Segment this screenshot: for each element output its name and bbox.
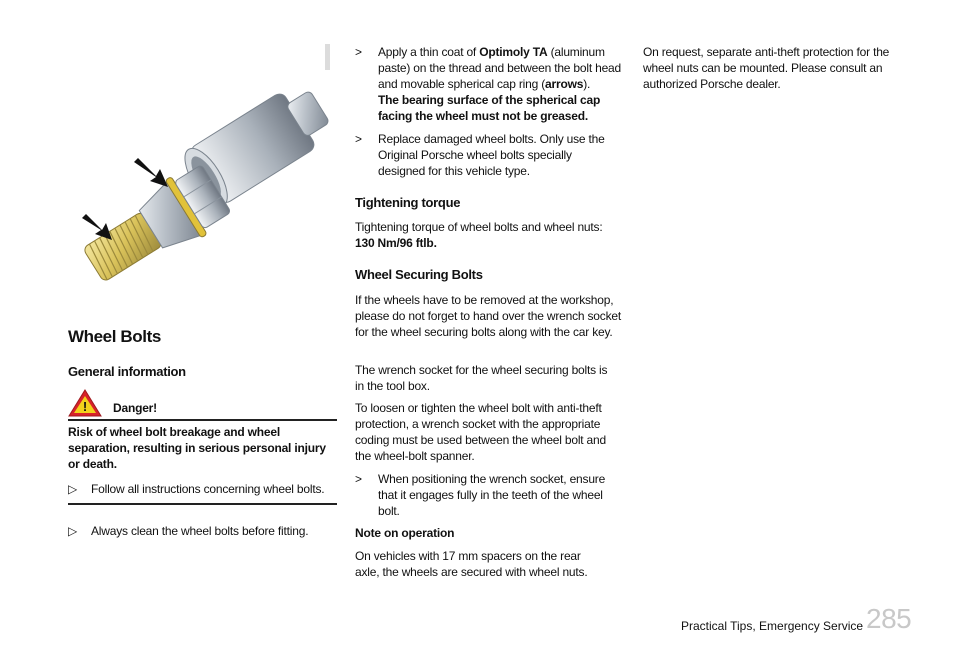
securing-heading: Wheel Securing Bolts bbox=[355, 267, 483, 282]
securing-paragraph-2: The wrench socket for the wheel securing bolts is in the tool box. bbox=[355, 363, 608, 393]
bullet-marker: > bbox=[355, 472, 362, 486]
wheel-bolt-illustration bbox=[68, 40, 336, 308]
replace-instruction bbox=[355, 131, 623, 179]
apply-bold-note: The bearing surface of the spherical cap facing the wheel must not be greased. bbox=[378, 93, 601, 123]
apply-text-1: Apply a thin coat of bbox=[378, 45, 480, 59]
clean-instruction-text: Always clean the wheel bolts before fitting. bbox=[91, 524, 309, 538]
product-name: Optimoly TA bbox=[479, 45, 548, 59]
arrows-label: arrows bbox=[545, 77, 584, 91]
warning-glyph: ! bbox=[82, 399, 88, 414]
footer-chapter: Practical Tips, Emergency Service bbox=[681, 619, 864, 633]
warning-triangle-icon bbox=[68, 389, 102, 417]
arrow-icon bbox=[82, 214, 112, 240]
securing-paragraph-1: If the wheels have to be removed at the workshop, please do not forget to hand over the wrench socket for the wheel securing bolts along with the car key. bbox=[355, 293, 621, 339]
bullet-marker: > bbox=[355, 132, 362, 146]
torque-value: 130 Nm/96 ftlb. bbox=[355, 236, 437, 250]
danger-instruction-text: Follow all instructions concerning wheel bolts. bbox=[91, 482, 325, 496]
triangle-bullet-icon: ▷ bbox=[68, 482, 78, 496]
apply-paste-instruction bbox=[355, 44, 627, 124]
securing-instruction bbox=[355, 471, 617, 519]
section-title: Wheel Bolts bbox=[68, 327, 161, 346]
securing-paragraph-3: To loosen or tighten the wheel bolt with anti-theft protection, a wrench socket with the appropriate coding must be used between the wheel bolt and the wheel-bolt spanner. bbox=[355, 401, 606, 463]
page-number: 285 bbox=[866, 603, 912, 634]
replace-text: Replace damaged wheel bolts. Only use the Original Porsche wheel bolts specially designed for this vehicle type. bbox=[378, 132, 605, 178]
danger-warning-text: Risk of wheel bolt breakage and wheel separation, resulting in serious personal injury or death. bbox=[68, 425, 326, 471]
anti-theft-text: On request, separate anti-theft protection for the wheel nuts can be mounted. Please consult an authorized Porsche dealer. bbox=[643, 45, 890, 91]
danger-rule-top bbox=[68, 419, 337, 421]
triangle-bullet-icon: ▷ bbox=[68, 524, 78, 538]
general-heading: General information bbox=[68, 364, 186, 379]
danger-rule-bottom bbox=[68, 503, 337, 505]
danger-label: Danger! bbox=[113, 401, 157, 415]
apply-text-2: (aluminum paste) on the thread and between the bolt head and movable spherical cap ring ( bbox=[378, 45, 621, 91]
danger-instruction bbox=[68, 481, 338, 497]
note-text: On vehicles with 17 mm spacers on the rear axle, the wheels are secured with wheel nuts. bbox=[355, 549, 588, 579]
securing-bullet-text: When positioning the wrench socket, ensure that it engages fully in the teeth of the wheel bolt. bbox=[378, 472, 606, 518]
torque-heading: Tightening torque bbox=[355, 195, 461, 210]
arrow-icon bbox=[134, 158, 168, 187]
clean-instruction bbox=[68, 523, 338, 539]
note-heading: Note on operation bbox=[355, 526, 455, 540]
torque-text: Tightening torque of wheel bolts and wheel nuts: bbox=[355, 220, 603, 234]
bullet-marker: > bbox=[355, 45, 362, 59]
apply-text-3: ). bbox=[583, 77, 591, 91]
